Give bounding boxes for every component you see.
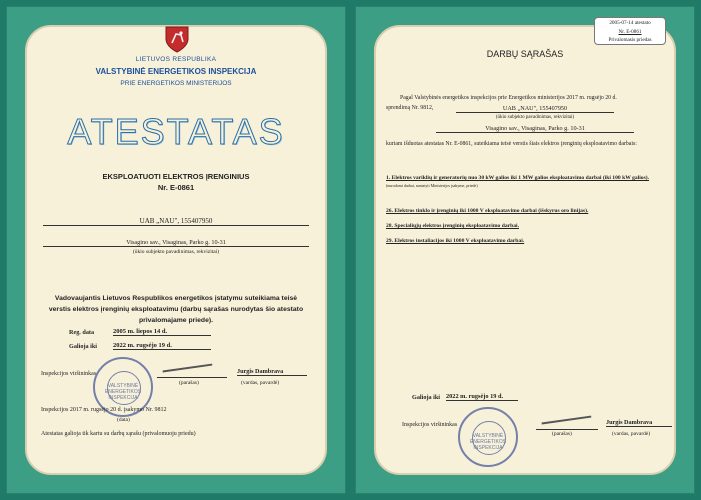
stamp-line1: 2005-07-14 atestato (609, 20, 651, 26)
valid-until-value: 2022 m. rugsėjo 19 d. (113, 342, 211, 350)
annex-page (355, 6, 695, 494)
annex-seal-icon (458, 407, 518, 467)
order-text: Inspekcijos 2017 m. rugsėjo 20 d. įsakymo Nr. 9812 (41, 407, 167, 413)
annex-signature-mark (536, 417, 598, 430)
inspector-label: Inspekcijos viršininkas (41, 371, 97, 377)
issuer-line1: LIETUVOS RESPUBLIKA (135, 56, 217, 63)
annex-inspector-name: Jurgis Dambrava (606, 419, 672, 427)
certificate-title: ATESTATAS (67, 111, 285, 152)
annex-stamp (594, 17, 666, 45)
annex-seal-text: VALSTYBINĖ ENERGETIKOS INSPEKCIJA (469, 433, 507, 451)
order-caption: (data) (117, 417, 130, 423)
intro-text: Pagal Valstybinės energetikos inspekcijos prie Energetikos ministerijos 2017 m. rugsėjo 20 d. (400, 95, 617, 101)
signature-mark (157, 365, 227, 378)
intro-decision: sprendimą Nr. 9812, (386, 105, 434, 111)
stamp-line2: Nr. E-0861 (618, 28, 642, 35)
annex-name-caption: (vardas, pavardė) (612, 431, 651, 437)
issued-text: kuriam išduotas atestatas Nr. E-0861, suteikiama teisė verstis šiais elektros įrenginių eksploatavimo darbais: (386, 141, 637, 147)
stamp-line3: Privalomasis priedas (608, 37, 652, 43)
valid-until-label: Galioja iki (69, 343, 98, 350)
certificate-panel (25, 25, 327, 475)
certificate-number: Nr. E-0861 (157, 183, 195, 192)
work-item-1: 1. Elektros variklių ir generatorių nuo 30 kW galios iki 1 MW galios eksploatavimo darbai (iki 100 kW galios). (386, 175, 650, 181)
annex-inspector-label: Inspekcijos viršininkas (402, 422, 458, 428)
annex-signature-caption: (parašas) (552, 431, 572, 437)
annex-address: Visagino sav., Visaginas, Parko g. 10-31 (436, 125, 634, 133)
reg-date-value: 2005 m. liepos 14 d. (113, 328, 211, 336)
issuer-line3: PRIE ENERGETIKOS MINISTERIJOS (120, 80, 232, 87)
reg-date-label: Reg. data (69, 329, 95, 336)
work-item-29: 29. Elektros instaliacijos iki 1000 V eksploatavimo darbai. (386, 238, 525, 244)
annex-valid-value: 2022 m. rugsėjo 19 d. (446, 393, 518, 401)
issuer-line2: VALSTYBINĖ ENERGETIKOS INSPEKCIJA (95, 67, 257, 76)
work-item-caption: (nurodomi darbai, nustatyti Ministerijos įsakyme, priede) (386, 183, 478, 188)
annex-panel (374, 20, 676, 475)
annex-title: DARBŲ SĄRAŠAS (486, 49, 564, 59)
certificate-page (6, 6, 346, 494)
work-item-28: 28. Specialiųjų elektros įrenginių eksploatavimo darbai. (386, 223, 519, 229)
certificate-subtitle: EKSPLOATUOTI ELEKTROS ĮRENGINIUS (102, 172, 250, 181)
company-caption: (ūkio subjekto pavadinimas, rekvizitai) (495, 115, 575, 120)
annex-company: UAB „NAU", 155407950 (456, 105, 614, 113)
address-caption: (ūkio subjekto pavadinimas, rekvizitai) (132, 249, 220, 255)
seal-text: VALSTYBINĖ ENERGETIKOS INSPEKCIJA (104, 383, 142, 401)
coat-of-arms-icon (164, 25, 190, 53)
body-text: Vadovaujantis Lietuvos Respublikos energetikos įstatymu suteikiama teisė verstis elektros įrenginių eksploatavimu (darbų sąrašas nurodytas šio atestato privalomajame priede). (48, 295, 304, 324)
annex-valid-label: Galioja iki (412, 394, 441, 401)
name-caption: (vardas, pavardė) (241, 380, 280, 386)
company-address: Visagino sav., Visaginas, Parko g. 10-31 (43, 239, 309, 247)
inspector-name: Jurgis Dambrava (237, 368, 307, 376)
footer-text: Atestatas galioja tik kartu su darbų sąrašu (privalomuoju priedu) (41, 431, 196, 437)
signature-caption: (parašas) (179, 380, 199, 386)
work-item-26: 26. Elektros tinklo ir įrenginių iki 1000 V eksploatavimo darbai (išskyrus oro linijas). (386, 208, 589, 214)
company-name: UAB „NAU", 155407950 (43, 217, 309, 226)
